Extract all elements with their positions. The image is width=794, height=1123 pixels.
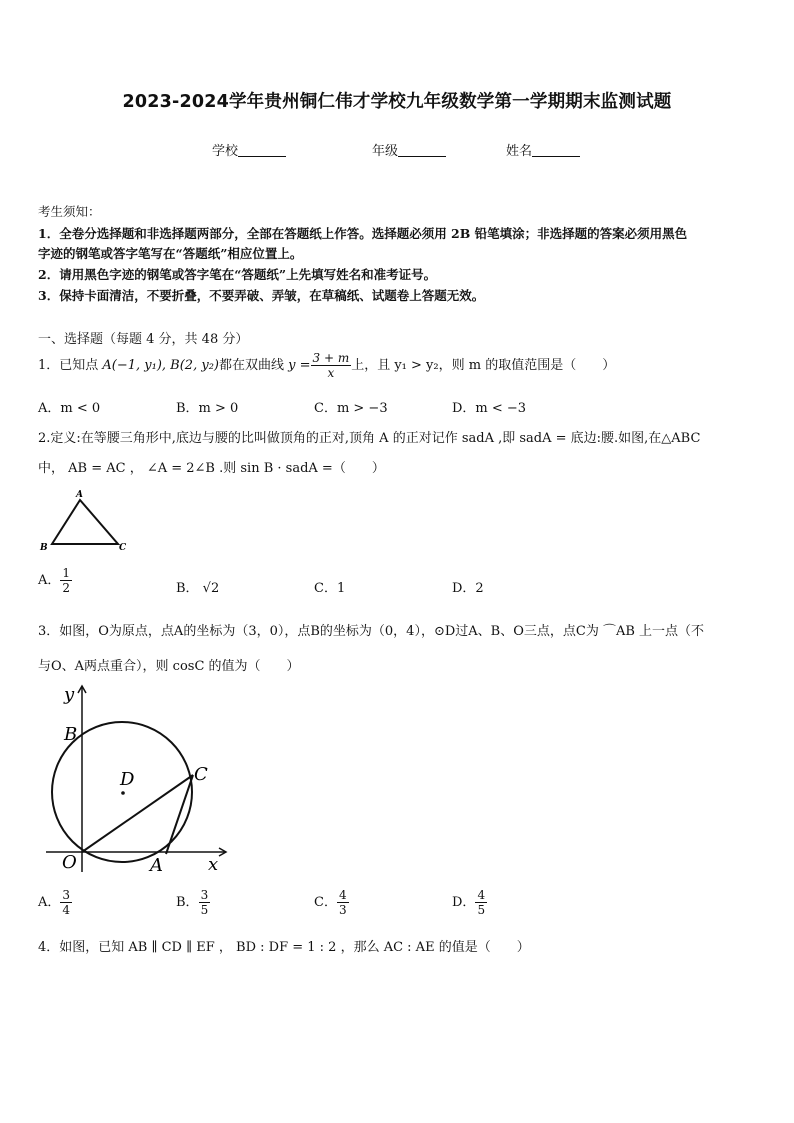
q3-option-a-label: A．: [38, 895, 61, 910]
q2-option-d[interactable]: D．2: [452, 581, 484, 596]
q2-opt-a-num: 1: [62, 566, 71, 580]
name-label: 姓名: [506, 144, 533, 159]
q3-opt-a-num: 3: [62, 888, 71, 902]
center-d-point: [121, 791, 125, 795]
q1-option-d[interactable]: D．m < −3: [452, 401, 527, 416]
label-x: x: [208, 854, 219, 875]
q1-mid: 都在双曲线: [218, 358, 289, 373]
notice-item-3: 3．保持卡面清洁，不要折叠，不要弄破、弄皱，在草稿纸、试题卷上答题无效。: [38, 288, 485, 303]
q1-option-c[interactable]: C．m > −3: [314, 401, 388, 416]
q1-post: 上，且 y₁ > y₂，则 m 的取值范围是（ ）: [351, 358, 616, 373]
q3-option-c-fraction: [337, 888, 349, 917]
q3-option-a-fraction: [60, 888, 72, 917]
q3-opt-d-den: 5: [477, 903, 486, 917]
q1-fraction: [311, 351, 352, 380]
notice-item-2: 2．请用黑色字迹的钢笔或答字笔在“答题纸”上先填写姓名和准考证号。: [38, 267, 437, 282]
label-b: B: [40, 543, 48, 553]
triangle-abc: [52, 500, 118, 544]
label-d: D: [120, 769, 135, 790]
q3-option-d-fraction: [475, 888, 487, 917]
q3-opt-c-den: 3: [338, 903, 347, 917]
grade-blank[interactable]: [398, 143, 446, 157]
q3-option-b-fraction: [199, 888, 211, 917]
q2-option-a-label: A．: [38, 573, 61, 588]
q3-opt-c-num: 4: [338, 888, 347, 902]
name-field[interactable]: [506, 140, 580, 159]
q1-y-eq: y =: [288, 358, 311, 373]
q2-option-b[interactable]: B． √2: [176, 581, 220, 596]
q2-option-c[interactable]: C．1: [314, 581, 346, 596]
q3-option-d[interactable]: [452, 888, 487, 917]
school-label: 学校: [212, 144, 239, 159]
label-y: y: [64, 684, 75, 705]
q3-line-1: 3．如图，O为原点，点A的坐标为（3，0），点B的坐标为（0，4），⊙D过A、B、O三点，点C为 ⌒AB 上一点（不: [38, 624, 705, 639]
q1-option-a[interactable]: A．m < 0: [38, 401, 101, 416]
label-a: A: [76, 490, 83, 500]
grade-field[interactable]: [372, 140, 446, 159]
notice-heading: 考生须知：: [38, 204, 101, 219]
label-o: O: [62, 852, 77, 873]
notice-item-1-line-2: 字迹的钢笔或答字笔写在“答题纸”相应位置上。: [38, 246, 303, 261]
label-a: A: [150, 855, 163, 876]
segment-oc: [82, 775, 193, 852]
q3-opt-d-num: 4: [477, 888, 486, 902]
q2-line-2: 中， AB = AC ， ∠A = 2∠B .则 sin B · sadA =（ ）: [38, 461, 385, 476]
q2-option-a-fraction: [60, 566, 72, 595]
section-heading: 一、选择题（每题 4 分，共 48 分）: [38, 332, 249, 347]
q2-line-1: 2.定义:在等腰三角形中,底边与腰的比叫做顶角的正对,顶角 A 的正对记作 sadA ,即 sadA = 底边:腰.如图,在△ABC: [38, 431, 701, 446]
q1-frac-den: x: [327, 366, 335, 380]
page-title: 2023-2024学年贵州铜仁伟才学校九年级数学第一学期期末监测试题: [122, 92, 672, 112]
q2-option-a[interactable]: [38, 566, 72, 595]
label-b: B: [64, 724, 78, 745]
q3-opt-b-num: 3: [200, 888, 209, 902]
label-c: C: [194, 764, 208, 785]
q3-opt-a-den: 4: [62, 903, 71, 917]
q3-option-d-label: D．: [452, 895, 476, 910]
q3-option-b[interactable]: [176, 888, 210, 917]
q3-option-b-label: B．: [176, 895, 199, 910]
q3-line-2: 与O、A两点重合），则 cosC 的值为（ ）: [38, 659, 300, 674]
school-blank[interactable]: [238, 143, 286, 157]
q3-opt-b-den: 5: [200, 903, 209, 917]
name-blank[interactable]: [532, 143, 580, 157]
school-field[interactable]: [212, 140, 286, 159]
q2-opt-a-den: 2: [62, 581, 71, 595]
q1-points: A(−1, y₁), B(2, y₂): [102, 358, 219, 373]
q3-option-c[interactable]: [314, 888, 349, 917]
label-c: C: [119, 543, 127, 553]
grade-label: 年级: [372, 144, 399, 159]
q2-triangle-figure: [36, 488, 136, 554]
q3-circle-figure: [36, 680, 236, 880]
q1-prefix: 1．已知点: [38, 358, 103, 373]
question-1: [38, 348, 615, 384]
q1-option-b[interactable]: B．m > 0: [176, 401, 239, 416]
q1-frac-num: 3 + m: [312, 351, 350, 365]
q3-option-c-label: C．: [314, 895, 337, 910]
q3-option-a[interactable]: [38, 888, 72, 917]
notice-item-1-line-1: 1．全卷分选择题和非选择题两部分，全部在答题纸上作答。选择题必须用 2B 铅笔填涂；非选择题的答案必须用黑色: [38, 226, 688, 241]
q4-text: 4．如图，已知 AB ∥ CD ∥ EF ， BD : DF = 1 : 2 ，那么 AC : AE 的值是（ ）: [38, 940, 530, 955]
